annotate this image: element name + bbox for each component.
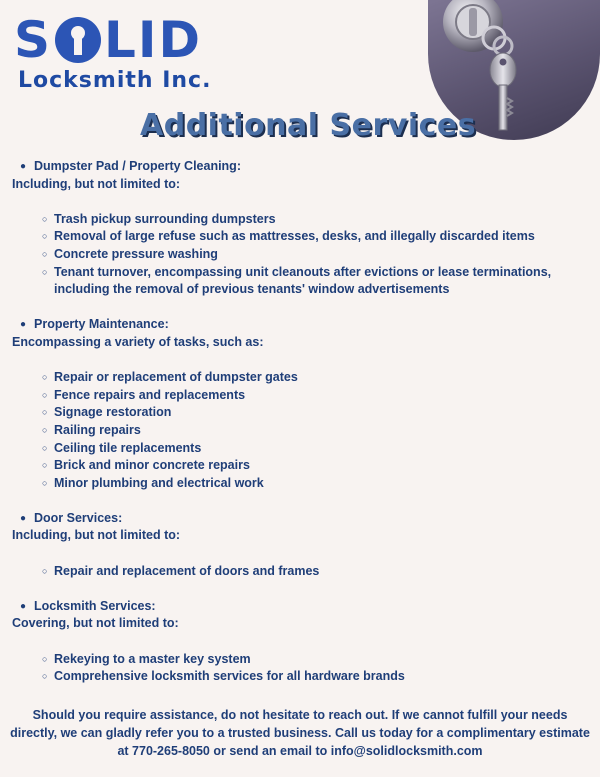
circle-bullet-icon: ○ [42,565,48,576]
list-item [42,457,592,475]
key-head-shape [490,53,516,87]
circle-bullet-icon: ○ [42,442,48,453]
list-item-text: Signage restoration [54,405,172,420]
section-intro: Including, but not limited to: [12,528,181,543]
contact-footer: Should you require assistance, do not hesitate to reach out. If we cannot fulfill your needs directly, we can gladly refer you to a trusted business. Call us today for a complimentary estimate at 770-265-8050 or send an email to info@solidlocksmith.com [10,708,590,758]
logo-letter-d: D [158,11,203,69]
circle-bullet-icon: ○ [42,460,48,471]
list-item-text: Removal of large refuse such as mattresses, desks, and illegally discarded items [54,229,535,244]
section-property-maintenance [12,316,592,492]
bullet-icon: ● [20,512,27,524]
circle-bullet-icon: ○ [42,213,48,224]
list-item-text: Brick and minor concrete repairs [54,458,250,473]
list-item [42,264,592,299]
section-heading-text: Property Maintenance: [34,317,169,332]
section-heading [12,598,592,616]
list-item-text: Rekeying to a master key system [54,651,251,666]
service-list [12,651,592,686]
list-item-text: Fence repairs and replacements [54,387,246,402]
list-item [42,211,592,229]
list-item-text: Repair and replacement of doors and frames [54,563,320,578]
section-door-services [12,510,592,580]
section-heading-text: Door Services: [34,510,123,525]
section-heading [12,158,592,176]
list-item-text: Repair or replacement of dumpster gates [54,370,298,385]
logo-letter-i: I [137,11,159,69]
bullet-icon: ● [20,600,27,612]
company-logo [14,11,244,93]
logo-subtitle: Locksmith Inc. [18,68,212,93]
page-title: Additional Services [140,108,477,143]
list-item-text: Concrete pressure washing [54,246,218,261]
section-intro: Encompassing a variety of tasks, such as: [12,334,264,349]
circle-bullet-icon: ○ [42,671,48,682]
section-intro: Including, but not limited to: [12,176,181,191]
circle-bullet-icon: ○ [42,477,48,488]
section-property-cleaning [12,158,592,299]
circle-bullet-icon: ○ [42,653,48,664]
circle-bullet-icon: ○ [42,407,48,418]
key-blade-shape [499,85,507,130]
section-heading-text: Locksmith Services: [34,598,156,613]
logo-letter-s: S [14,11,53,69]
section-heading-text: Dumpster Pad / Property Cleaning: [34,159,241,173]
service-list [12,211,592,299]
bullet-icon: ● [20,161,27,172]
service-list [12,369,592,492]
list-item [42,246,592,264]
list-item-text: Railing repairs [54,422,141,437]
section-heading [12,510,592,528]
list-item [42,422,592,440]
list-item [42,563,592,581]
keyhole-icon [55,17,101,63]
circle-bullet-icon: ○ [42,266,48,277]
circle-bullet-icon: ○ [42,389,48,400]
list-item [42,440,592,458]
services-content [12,158,592,703]
circle-bullet-icon: ○ [42,372,48,383]
list-item [42,475,592,493]
list-item-text: Tenant turnover, encompassing unit cleanouts after evictions or lease terminations, including the removal of previous tenants' window advertisements [54,264,552,297]
list-item-text: Comprehensive locksmith services for all hardware brands [54,669,405,684]
list-item [42,668,592,686]
circle-bullet-icon: ○ [42,248,48,259]
circle-bullet-icon: ○ [42,231,48,242]
list-item [42,651,592,669]
section-locksmith-services [12,598,592,686]
section-intro: Covering, but not limited to: [12,616,179,631]
logo-letter-l: L [104,11,138,69]
list-item [42,404,592,422]
list-item [42,369,592,387]
logo-wordmark [14,11,244,69]
bullet-icon: ● [20,319,27,331]
list-item-text: Trash pickup surrounding dumpsters [54,211,276,226]
list-item [42,387,592,405]
list-item [42,228,592,246]
section-heading [12,316,592,334]
list-item-text: Ceiling tile replacements [54,440,202,455]
list-item-text: Minor plumbing and electrical work [54,475,264,490]
service-list [12,563,592,581]
circle-bullet-icon: ○ [42,424,48,435]
